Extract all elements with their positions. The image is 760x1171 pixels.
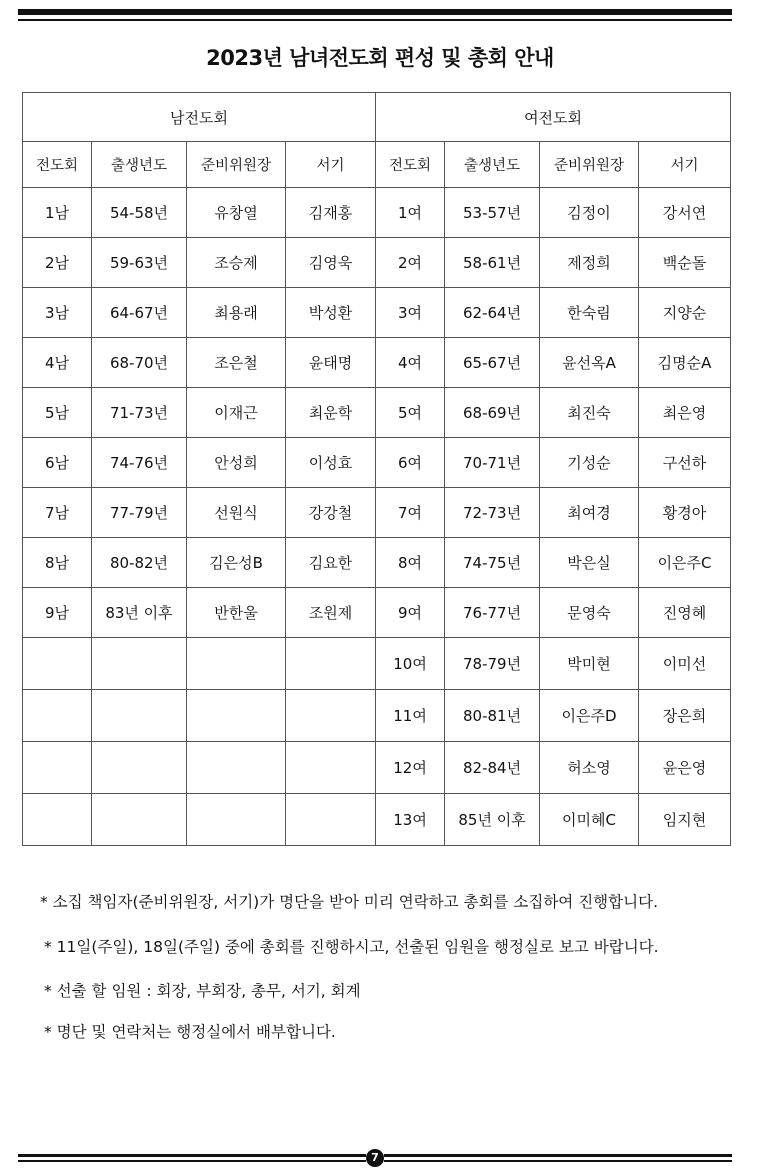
table-cell: 김명순A — [639, 338, 731, 388]
table-cell: 54-58년 — [92, 188, 187, 238]
table-row — [23, 742, 731, 794]
table-cell — [187, 742, 286, 794]
table-cell: 안성희 — [187, 438, 286, 488]
table-cell: 윤은영 — [639, 742, 731, 794]
top-rule-thin — [18, 19, 732, 21]
table-cell: 장은희 — [639, 690, 731, 742]
table-cell — [23, 638, 92, 690]
table-cell: 72-73년 — [445, 488, 540, 538]
table-cell: 유창열 — [187, 188, 286, 238]
table-row — [23, 538, 731, 588]
table-cell: 68-69년 — [445, 388, 540, 438]
table-cell: 80-82년 — [92, 538, 187, 588]
table-cell — [92, 794, 187, 846]
table-row — [23, 588, 731, 638]
table-cell: 12여 — [376, 742, 445, 794]
table-cell: 53-57년 — [445, 188, 540, 238]
table-cell: 68-70년 — [92, 338, 187, 388]
table-cell: 83년 이후 — [92, 588, 187, 638]
table-cell: 13여 — [376, 794, 445, 846]
column-header: 준비위원장 — [540, 142, 639, 188]
table-cell: 76-77년 — [445, 588, 540, 638]
column-header: 서기 — [286, 142, 376, 188]
table-row — [23, 388, 731, 438]
table-cell: 74-76년 — [92, 438, 187, 488]
table-cell: 7여 — [376, 488, 445, 538]
table-cell: 이은주C — [639, 538, 731, 588]
table-cell — [23, 742, 92, 794]
table-cell: 허소영 — [540, 742, 639, 794]
table-cell: 백순돌 — [639, 238, 731, 288]
table-cell: 74-75년 — [445, 538, 540, 588]
women-group-header: 여전도회 — [376, 93, 731, 142]
table-cell: 임지현 — [639, 794, 731, 846]
column-header: 전도회 — [23, 142, 92, 188]
table-cell: 80-81년 — [445, 690, 540, 742]
table-cell: 62-64년 — [445, 288, 540, 338]
table-cell: 6여 — [376, 438, 445, 488]
table-cell: 강서연 — [639, 188, 731, 238]
table-cell: 강강철 — [286, 488, 376, 538]
note-item: * 선출 할 임원 : 회장, 부회장, 총무, 서기, 회계 — [44, 982, 361, 1000]
note-item: * 명단 및 연락처는 행정실에서 배부합니다. — [44, 1023, 336, 1041]
table-cell: 58-61년 — [445, 238, 540, 288]
table-cell: 이재근 — [187, 388, 286, 438]
table-cell: 김요한 — [286, 538, 376, 588]
table-cell: 9여 — [376, 588, 445, 638]
roster-table — [22, 92, 731, 846]
table-cell: 1여 — [376, 188, 445, 238]
table-cell: 10여 — [376, 638, 445, 690]
table-cell: 윤태명 — [286, 338, 376, 388]
table-row — [23, 438, 731, 488]
table-row — [23, 238, 731, 288]
table-row — [23, 338, 731, 388]
table-cell: 5남 — [23, 388, 92, 438]
table-cell — [23, 794, 92, 846]
table-cell: 김정이 — [540, 188, 639, 238]
table-cell: 82-84년 — [445, 742, 540, 794]
table-cell: 8남 — [23, 538, 92, 588]
table-cell — [286, 742, 376, 794]
table-cell: 1남 — [23, 188, 92, 238]
table-cell: 78-79년 — [445, 638, 540, 690]
table-cell: 기성순 — [540, 438, 639, 488]
table-cell: 4여 — [376, 338, 445, 388]
bottom-rule-left-thin — [18, 1160, 366, 1162]
table-cell: 윤선옥A — [540, 338, 639, 388]
table-cell: 9남 — [23, 588, 92, 638]
table-cell: 김재홍 — [286, 188, 376, 238]
table-cell — [286, 794, 376, 846]
table-row — [23, 488, 731, 538]
table-cell: 박은실 — [540, 538, 639, 588]
table-cell — [286, 690, 376, 742]
column-header: 준비위원장 — [187, 142, 286, 188]
page-title: 2023년 남녀전도회 편성 및 총회 안내 — [206, 46, 554, 70]
table-cell — [92, 742, 187, 794]
table-cell: 이은주D — [540, 690, 639, 742]
table-cell — [286, 638, 376, 690]
column-header: 출생년도 — [445, 142, 540, 188]
table-cell: 최운학 — [286, 388, 376, 438]
table-cell: 조승제 — [187, 238, 286, 288]
table-cell — [187, 794, 286, 846]
column-header: 서기 — [639, 142, 731, 188]
table-cell: 이미혜C — [540, 794, 639, 846]
note-item: * 11일(주일), 18일(주일) 중에 총회를 진행하시고, 선출된 임원을 행정실로 보고 바랍니다. — [44, 938, 659, 956]
bottom-rule-left — [18, 1154, 366, 1157]
table-cell: 문영숙 — [540, 588, 639, 638]
table-cell — [23, 690, 92, 742]
table-cell: 선원식 — [187, 488, 286, 538]
bottom-rule-right-thin — [384, 1160, 732, 1162]
table-cell: 조은철 — [187, 338, 286, 388]
table-cell — [187, 690, 286, 742]
table-row — [23, 690, 731, 742]
table-cell: 2여 — [376, 238, 445, 288]
table-cell: 5여 — [376, 388, 445, 438]
table-row — [23, 188, 731, 238]
table-cell: 한숙림 — [540, 288, 639, 338]
table-cell: 2남 — [23, 238, 92, 288]
note-item: * 소집 책임자(준비위원장, 서기)가 명단을 받아 미리 연락하고 총회를 소집하여 진행합니다. — [40, 893, 658, 911]
table-cell: 이성효 — [286, 438, 376, 488]
table-cell: 황경아 — [639, 488, 731, 538]
table-cell: 반한울 — [187, 588, 286, 638]
table-cell: 8여 — [376, 538, 445, 588]
table-cell: 박미현 — [540, 638, 639, 690]
table-cell: 59-63년 — [92, 238, 187, 288]
table-cell — [187, 638, 286, 690]
table-cell: 제정희 — [540, 238, 639, 288]
table-cell: 6남 — [23, 438, 92, 488]
table-cell: 7남 — [23, 488, 92, 538]
table-cell: 지양순 — [639, 288, 731, 338]
table-row — [23, 288, 731, 338]
table-cell: 3여 — [376, 288, 445, 338]
table-cell: 김영욱 — [286, 238, 376, 288]
table-cell: 11여 — [376, 690, 445, 742]
table-row — [23, 794, 731, 846]
table-cell: 85년 이후 — [445, 794, 540, 846]
table-cell: 70-71년 — [445, 438, 540, 488]
table-cell: 진영혜 — [639, 588, 731, 638]
table-cell — [92, 638, 187, 690]
table-cell: 최용래 — [187, 288, 286, 338]
table-cell: 71-73년 — [92, 388, 187, 438]
table-cell: 64-67년 — [92, 288, 187, 338]
table-cell: 이미선 — [639, 638, 731, 690]
men-group-header: 남전도회 — [23, 93, 376, 142]
table-cell: 박성환 — [286, 288, 376, 338]
column-header: 출생년도 — [92, 142, 187, 188]
table-cell — [92, 690, 187, 742]
table-cell: 77-79년 — [92, 488, 187, 538]
table-row — [23, 638, 731, 690]
table-cell: 65-67년 — [445, 338, 540, 388]
footer — [18, 1148, 732, 1170]
top-rule-thick — [18, 9, 732, 15]
table-cell: 최은영 — [639, 388, 731, 438]
table-cell: 조원제 — [286, 588, 376, 638]
table-cell: 구선하 — [639, 438, 731, 488]
table-cell: 3남 — [23, 288, 92, 338]
table-cell: 김은성B — [187, 538, 286, 588]
table-cell: 4남 — [23, 338, 92, 388]
page-number: 7 — [366, 1149, 384, 1167]
column-header: 전도회 — [376, 142, 445, 188]
bottom-rule-right — [384, 1154, 732, 1157]
table-cell: 최진숙 — [540, 388, 639, 438]
table-cell: 최여경 — [540, 488, 639, 538]
